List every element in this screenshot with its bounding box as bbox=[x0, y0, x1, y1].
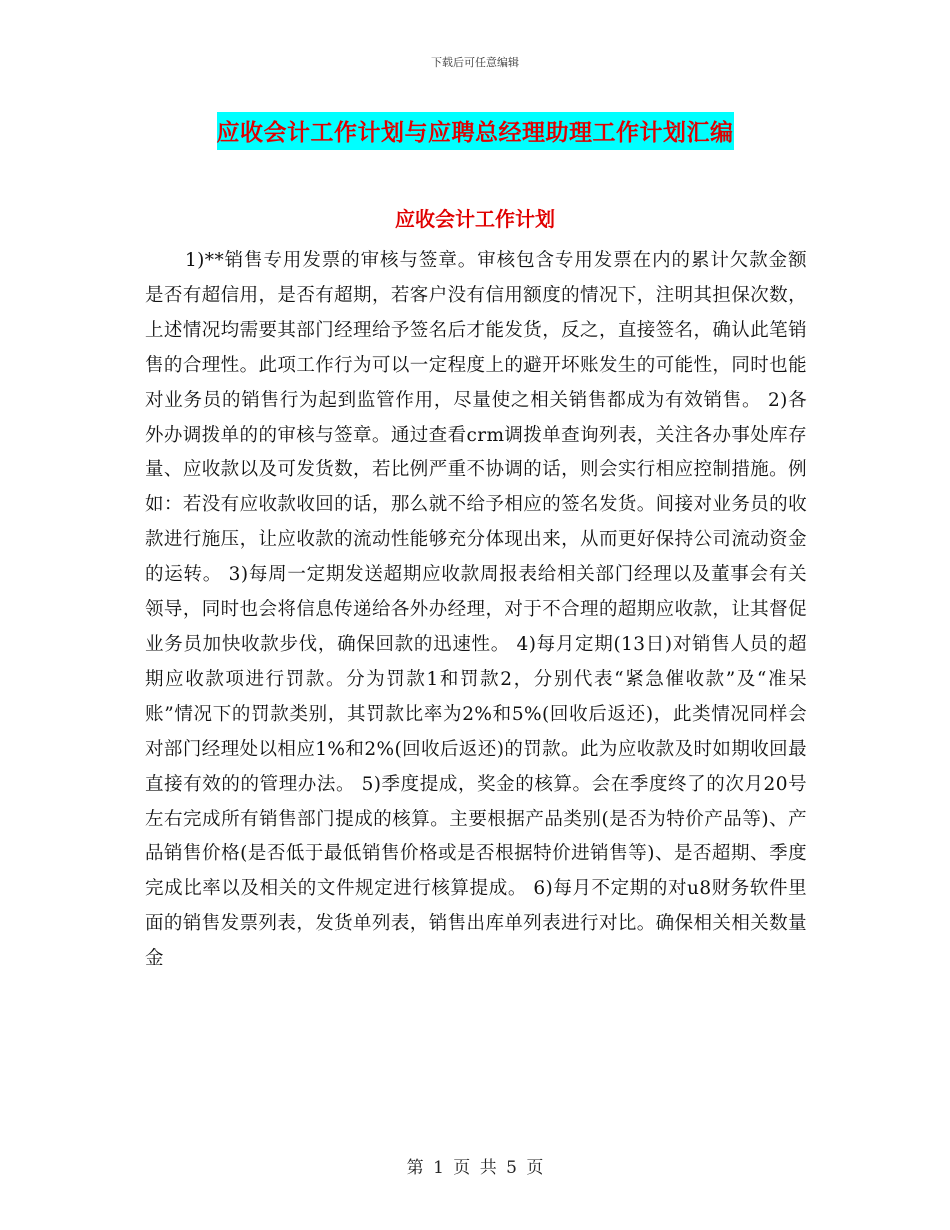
body-paragraph: 1)**销售专用发票的审核与签章。审核包含专用发票在内的累计欠款金额是否有超信用，是否有超期，若客户没有信用额度的情况下，注明其担保次数，上述情况均需要其部门经理给予签名后才能发货，反之，直接签名，确认此笔销售的合理性。此项工作行为可以一定程度上的避开坏账发生的可能性，同时也能对业务员的销售行为起到监管作用，尽量使之相关销售都成为有效销售。 2)各外办调拨单的的审核与签章。通过查看crm调拨单查询列表，关注各办事处库存量、应收款以及可发货数，若比例严重不协调的话，则会实行相应控制措施。例如：若没有应收款收回的话，那么就不给予相应的签名发货。间接对业务员的收款进行施压，让应收款的流动性能够充分体现出来，从而更好保持公司流动资金的运转。 3)每周一定期发送超期应收款周报表给相关部门经理以及董事会有关领导，同时也会将信息传递给各外办经理，对于不合理的超期应收款，让其督促业务员加快收款步伐，确保回款的迅速性。 4)每月定期(13日)对销售人员的超期应收款项进行罚款。分为罚款1和罚款2，分别代表“紧急催收款”及“准呆账”情况下的罚款类别，其罚款比率为2%和5%(回收后返还)，此类情况同样会对部门经理处以相应1%和2%(回收后返还)的罚款。此为应收款及时如期收回最直接有效的的管理办法。 5)季度提成，奖金的核算。会在季度终了的次月20号左右完成所有销售部门提成的核算。主要根据产品类别(是否为特价产品等)、产品销售价格(是否低于最低销售价格或是否根据特价进销售等)、是否超期、季度完成比率以及相关的文件规定进行核算提成。 6)每月不定期的对u8财务软件里面的销售发票列表，发货单列表，销售出库单列表进行对比。确保相关相关数量金 bbox=[145, 250, 807, 970]
header-note: 下载后可任意编辑 bbox=[431, 56, 519, 69]
document-title: 应收会计工作计划与应聘总经理助理工作计划汇编 bbox=[217, 112, 734, 150]
section-title: 应收会计工作计划 bbox=[395, 207, 555, 231]
page-footer: 第 1 页 共 5 页 bbox=[406, 1158, 544, 1178]
document-title-container bbox=[0, 112, 950, 150]
